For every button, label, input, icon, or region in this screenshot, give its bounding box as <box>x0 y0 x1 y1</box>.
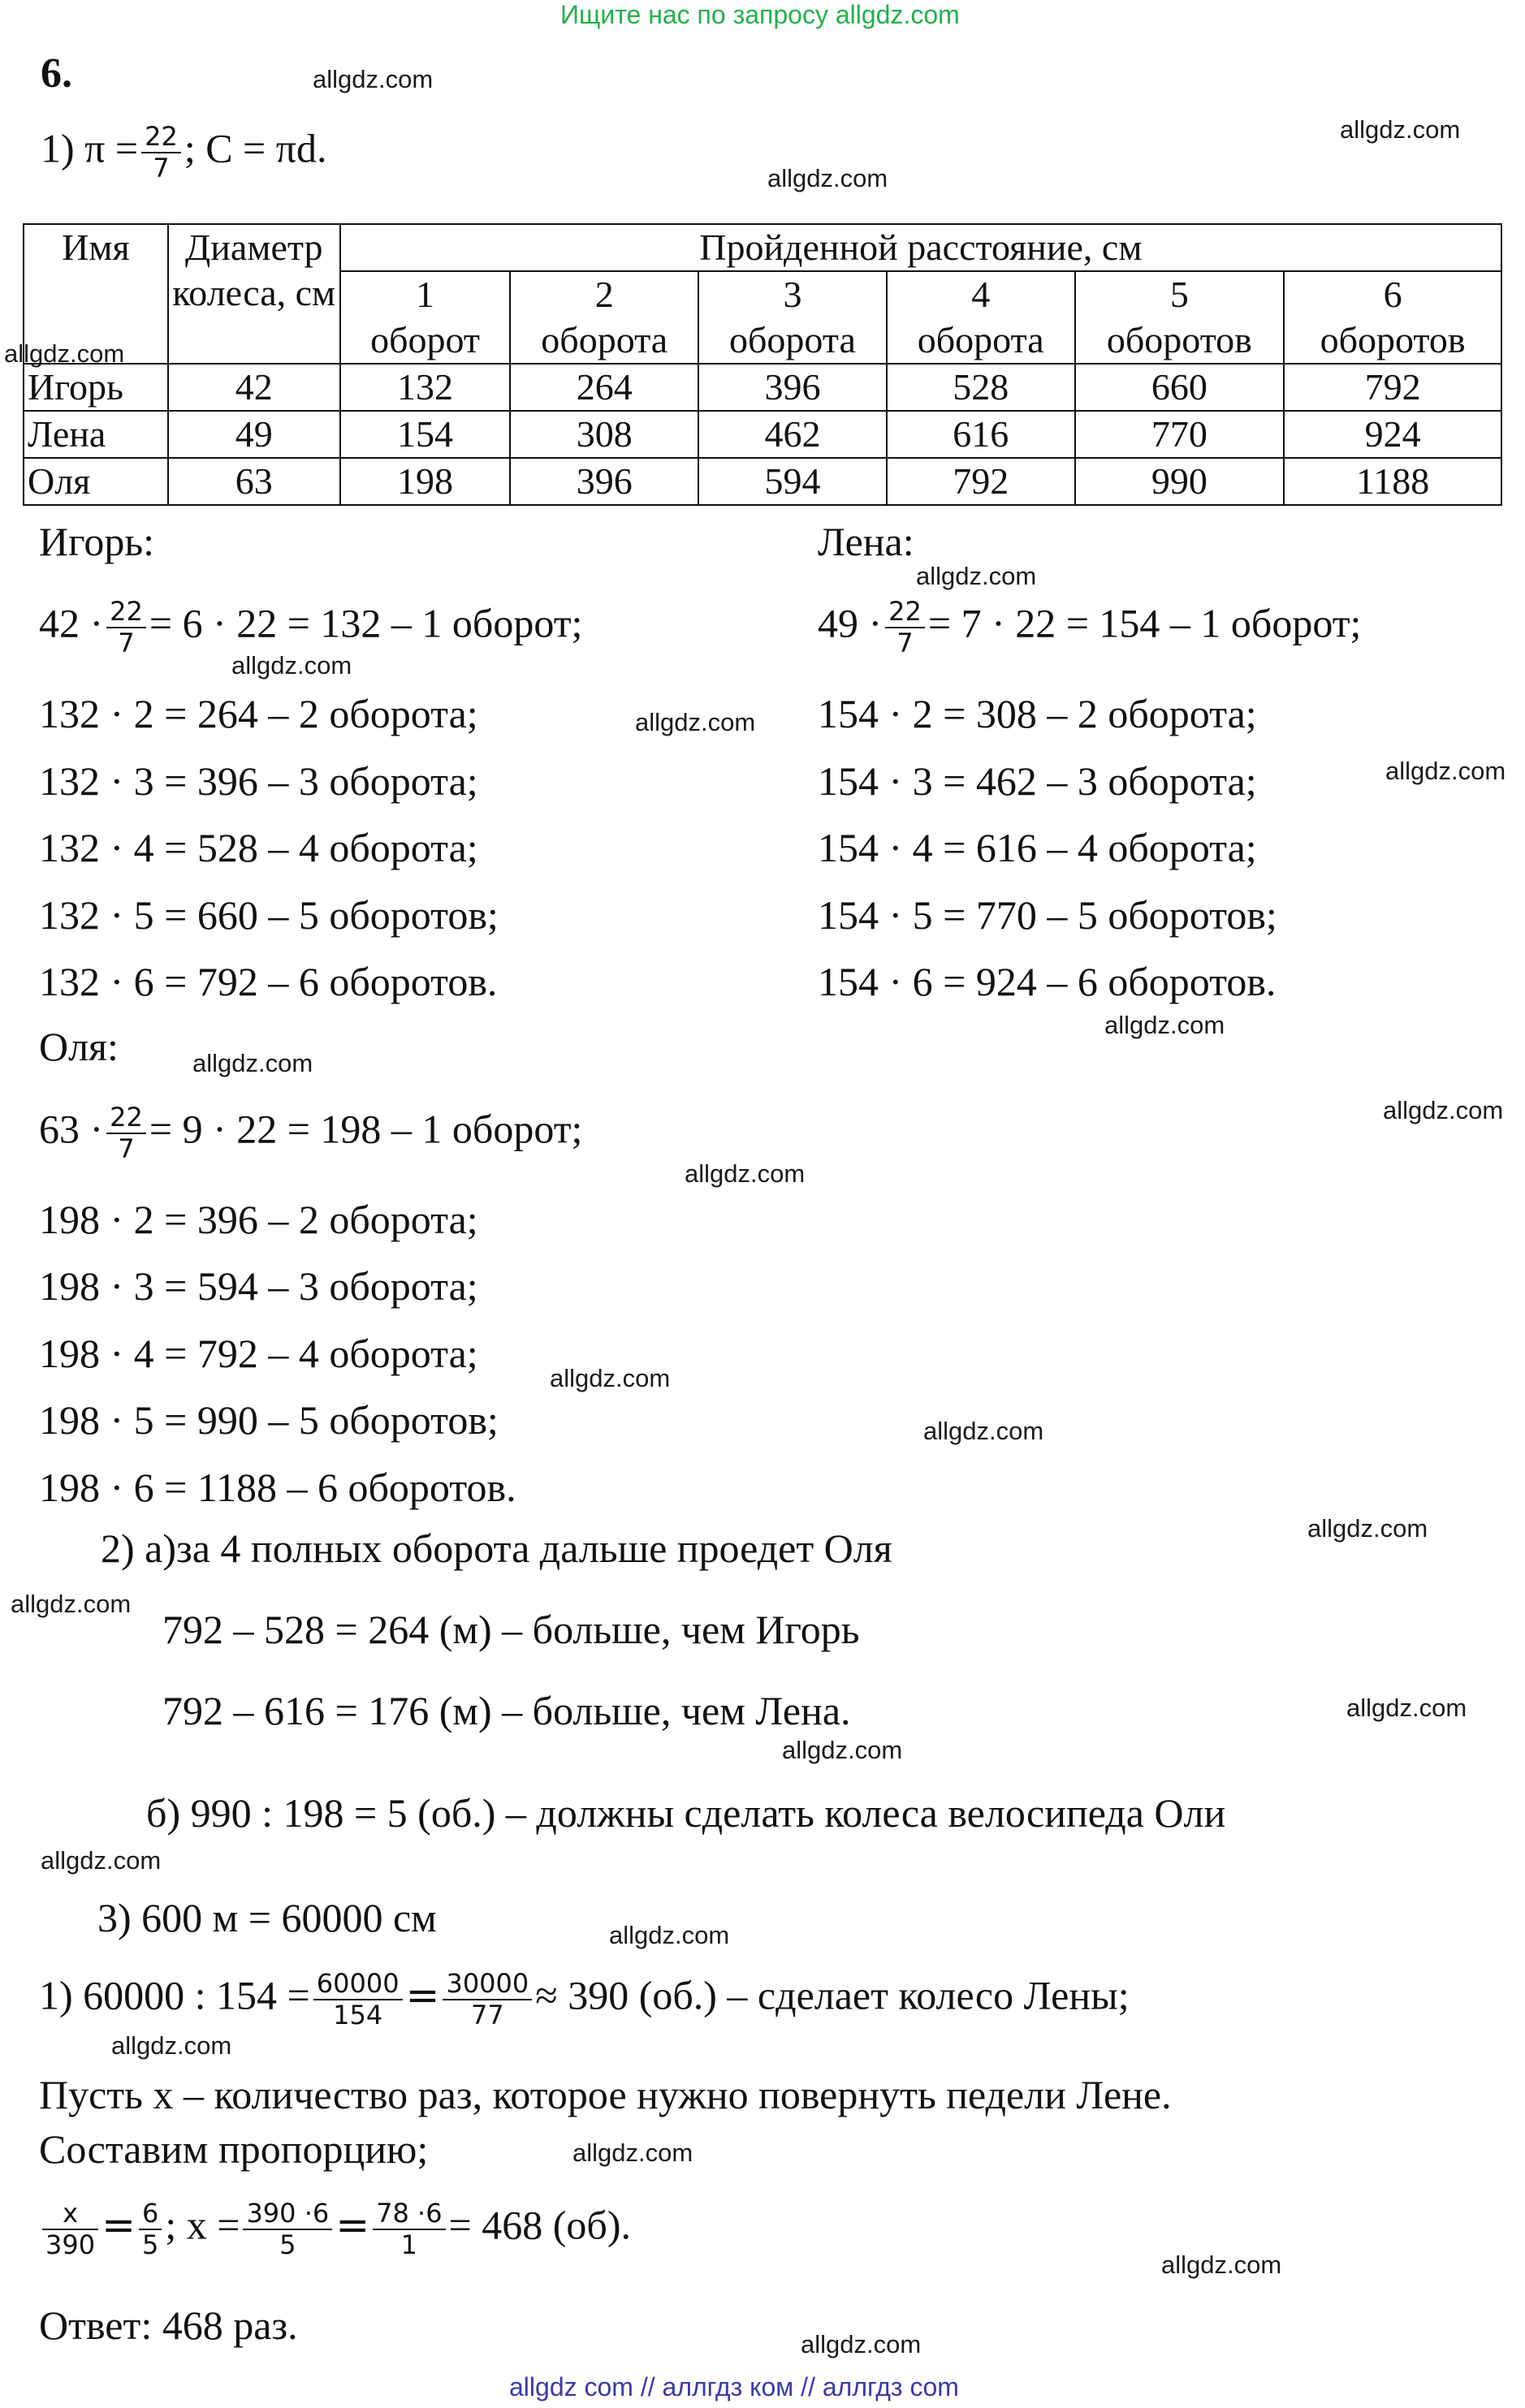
watermark: allgdz.com <box>313 65 434 93</box>
header-turn-4: 4 оборота <box>887 271 1075 364</box>
watermark: allgdz.com <box>572 2138 693 2167</box>
watermark: allgdz.com <box>231 651 352 680</box>
watermark: allgdz.com <box>4 339 125 368</box>
watermark: allgdz.com <box>550 1364 671 1392</box>
calc-fraction-2: $\frac{30000}{77}$ <box>443 1969 532 2030</box>
olya-line: 198 · 2 = 396 – 2 оборота; <box>39 1197 478 1242</box>
part2-a-line2: 792 – 616 = 176 (м) – больше, чем Лена. <box>162 1688 851 1733</box>
olya-label: Оля: <box>39 1024 119 1069</box>
lena-line: 154 · 5 = 770 – 5 оборотов; <box>818 892 1277 938</box>
watermark: allgdz.com <box>801 2330 922 2358</box>
igor-first-line: 42 · $\frac{22}{7}$ = 6 · 22 = 132 – 1 оборот; <box>39 596 583 658</box>
igor-line: 132 · 4 = 528 – 4 оборота; <box>39 825 478 870</box>
olya-line: 198 · 5 = 990 – 5 оборотов; <box>39 1397 499 1443</box>
watermark: allgdz.com <box>782 1736 903 1764</box>
table-row: Лена 49 154 308 462 616 770 924 <box>24 411 1501 458</box>
igor-label: Игорь: <box>39 519 155 564</box>
prop-fraction-1: $\frac{x}{390}$ <box>42 2199 98 2260</box>
part3-calc: 1) 60000 : 154 = $\frac{60000}{154}$ = $\frac{30000}{77}$ ≈ 390 (об.) – сделает колесо Лены; <box>39 1968 1130 2030</box>
prop-fraction-3: $\frac{390 \cdot 6}{5}$ <box>243 2199 332 2260</box>
watermark: allgdz.com <box>1307 1514 1428 1543</box>
header-diameter: Диаметр колеса, см <box>168 224 340 364</box>
watermark: allgdz.com <box>609 1921 730 1949</box>
header-turn-1: 1 оборот <box>340 271 511 364</box>
watermark: allgdz.com <box>1340 115 1461 144</box>
watermark: allgdz.com <box>1346 1694 1467 1722</box>
igor-line: 132 · 2 = 264 – 2 оборота; <box>39 691 478 736</box>
pi-formula-prefix: 1) π = <box>41 125 139 171</box>
watermark: allgdz.com <box>11 1590 132 1618</box>
watermark: allgdz.com <box>1385 757 1506 785</box>
watermark: allgdz.com <box>685 1159 806 1188</box>
olya-line: 198 · 4 = 792 – 4 оборота; <box>39 1331 478 1376</box>
proportion-line: Составим пропорцию; <box>39 2126 429 2172</box>
olya-line: 198 · 6 = 1188 – 6 оборотов. <box>39 1465 516 1510</box>
task-number: 6. <box>41 50 72 97</box>
pi-formula-suffix: ; C = πd. <box>184 125 327 171</box>
watermark: allgdz.com <box>41 1846 162 1875</box>
header-distance: Пройденной расстояние, см <box>340 224 1501 271</box>
igor-line: 132 · 3 = 396 – 3 оборота; <box>39 758 478 804</box>
olya-first-line: 63 · $\frac{22}{7}$ = 9 · 22 = 198 – 1 оборот; <box>39 1102 583 1164</box>
watermark: allgdz.com <box>1161 2250 1282 2279</box>
watermark: allgdz.com <box>916 562 1037 590</box>
igor-line: 132 · 5 = 660 – 5 оборотов; <box>39 892 499 938</box>
lena-line: 154 · 4 = 616 – 4 оборота; <box>818 825 1257 870</box>
pi-fraction: $\frac{22}{7}$ <box>141 122 181 183</box>
watermark: allgdz.com <box>1383 1096 1504 1124</box>
watermark: allgdz.com <box>923 1417 1044 1445</box>
pi-formula <box>41 122 327 183</box>
header-name: Имя <box>24 224 168 364</box>
watermark: allgdz.com <box>1104 1011 1225 1039</box>
header-turn-5: 5 оборотов <box>1075 271 1285 364</box>
let-line: Пусть x – количество раз, которое нужно повернуть педели Лене. <box>39 2072 1172 2117</box>
calc-fraction-1: $\frac{60000}{154}$ <box>313 1969 403 2030</box>
lena-label: Лена: <box>818 519 914 564</box>
lena-first-line: 49 · $\frac{22}{7}$ = 7 · 22 = 154 – 1 оборот; <box>818 596 1362 658</box>
watermark: allgdz.com <box>192 1049 313 1077</box>
top-banner: Ищите нас по запросу allgdz.com <box>560 0 960 29</box>
prop-fraction-4: $\frac{78 \cdot 6}{1}$ <box>373 2199 445 2260</box>
lena-fraction: $\frac{22}{7}$ <box>885 597 925 658</box>
olya-fraction: $\frac{22}{7}$ <box>106 1103 146 1164</box>
header-turn-2: 2 оборота <box>510 271 698 364</box>
distance-table <box>23 223 1502 506</box>
header-turn-3: 3 оборота <box>698 271 887 364</box>
igor-fraction: $\frac{22}{7}$ <box>106 597 146 658</box>
part2-a-line1: 792 – 528 = 264 (м) – больше, чем Игорь <box>162 1607 860 1652</box>
igor-line: 132 · 6 = 792 – 6 оборотов. <box>39 959 498 1004</box>
watermark: allgdz.com <box>767 164 888 192</box>
header-turn-6: 6 оборотов <box>1284 271 1501 364</box>
answer: Ответ: 468 раз. <box>39 2302 298 2348</box>
proportion: $\frac{x}{390}$ = $\frac{6}{5}$ ; x = $\frac{390 \cdot 6}{5}$ = $\frac{78 \cdot 6}{1}$ = 468 (об). <box>39 2199 631 2260</box>
lena-line: 154 · 6 = 924 – 6 оборотов. <box>818 959 1277 1004</box>
prop-fraction-2: $\frac{6}{5}$ <box>139 2199 162 2260</box>
olya-line: 198 · 3 = 594 – 3 оборота; <box>39 1263 478 1309</box>
part3-title: 3) 600 м = 60000 см <box>97 1895 437 1940</box>
lena-line: 154 · 2 = 308 – 2 оборота; <box>818 691 1257 736</box>
footer-links: allgdz com // аллгдз ком // аллгдз com <box>509 2372 959 2402</box>
watermark: allgdz.com <box>111 2031 232 2060</box>
table-row: Оля 63 198 396 594 792 990 1188 <box>24 458 1501 505</box>
watermark: allgdz.com <box>635 708 756 736</box>
lena-line: 154 · 3 = 462 – 3 оборота; <box>818 758 1257 804</box>
table-row: Игорь 42 132 264 396 528 660 792 <box>24 364 1501 411</box>
part2-b-line: б) 990 : 198 = 5 (об.) – должны сделать колеса велосипеда Оли <box>146 1790 1226 1836</box>
part2-a-title: 2) а)за 4 полных оборота дальше проедет Оля <box>101 1525 892 1571</box>
